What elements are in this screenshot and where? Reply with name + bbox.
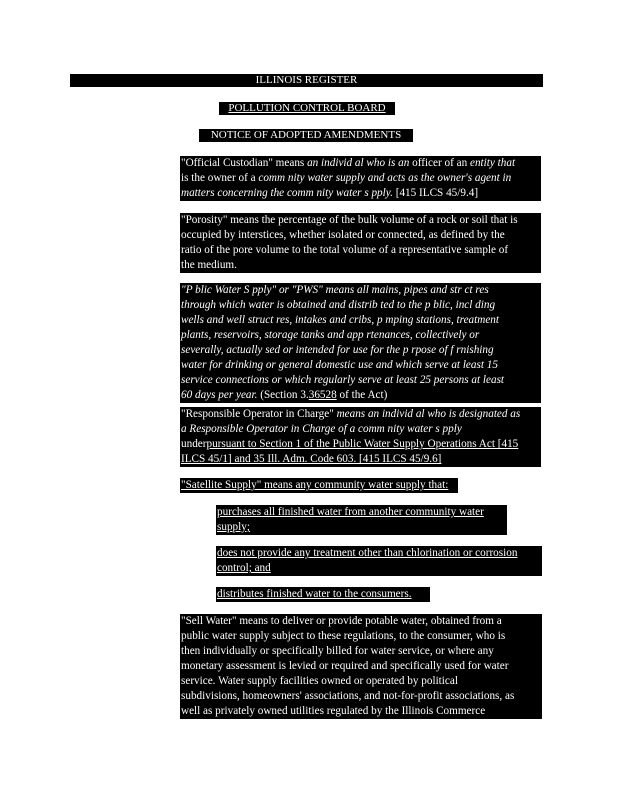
public-water-supply-definition: "P blic Water S pply" or "PWS" means all mains, pipes and str ct res through which water is obtained and distrib ted to the p blic, incl ding wells and well struct res, intakes and cribs, p mping stations, treatment plants, reservoirs, storage tanks and app rtenances, collectively or severally, actually sed or intended for use for the p rpose of f rnishing water for drinking or general domestic use and which serve at least 15 service connections or which regularly serve at least 25 persons at least 60 days per year. (Section 3.36528 of the Act) — [180, 283, 541, 403]
official-custodian-definition: "Official Custodian" means an individ al who is an officer of an entity that is the owner of a comm nity water supply and acts as the owner's agent in matters concerning the comm nity water s pply. [415 ILCS 45/9.4] — [180, 156, 541, 201]
term: "Official Custodian" means — [181, 157, 305, 169]
board-title: POLLUTION CONTROL BOARD — [219, 102, 395, 115]
satellite-supply-item: distributes finished water to the consumers. — [216, 587, 430, 602]
notice-title: NOTICE OF ADOPTED AMENDMENTS — [199, 129, 413, 142]
satellite-supply-item: purchases all finished water from another community water supply; — [216, 505, 507, 535]
responsible-operator-definition: "Responsible Operator in Charge" means an individ al who is designated as a Responsible Operator in Charge of a comm nity water s pply underpursuant to Section 1 of the Public Water Supply Operations Act [415 ILCS 45/1] and 35 Ill. Adm. Code 603. [415 ILCS 45/9.6] — [180, 407, 541, 467]
register-title: ILLINOIS REGISTER — [255, 74, 358, 86]
register-header-bar — [70, 74, 543, 87]
satellite-supply-item: does not provide any treatment other than chlorination or corrosion control; and — [216, 546, 542, 576]
porosity-definition: "Porosity" means the percentage of the bulk volume of a rock or soil that is occupied by interstices, whether isolated or connected, as defined by the ratio of the pore volume to the total volume of a representative sample of the medium. — [180, 213, 541, 273]
satellite-supply-intro: "Satellite Supply" means any community water supply that: — [180, 478, 458, 493]
sell-water-definition: "Sell Water" means to deliver or provide potable water, obtained from a public water supply subject to these regulations, to the consumer, who is then individually or specifically billed for water service, or where any monetary assessment is levied or required and specifically used for water service. Water supply facilities owned or operated by political subdivisions, homeowners' associations, and not-for-profit associations, as well as privately owned utilities regulated by the Illinois Commerce — [180, 614, 542, 719]
